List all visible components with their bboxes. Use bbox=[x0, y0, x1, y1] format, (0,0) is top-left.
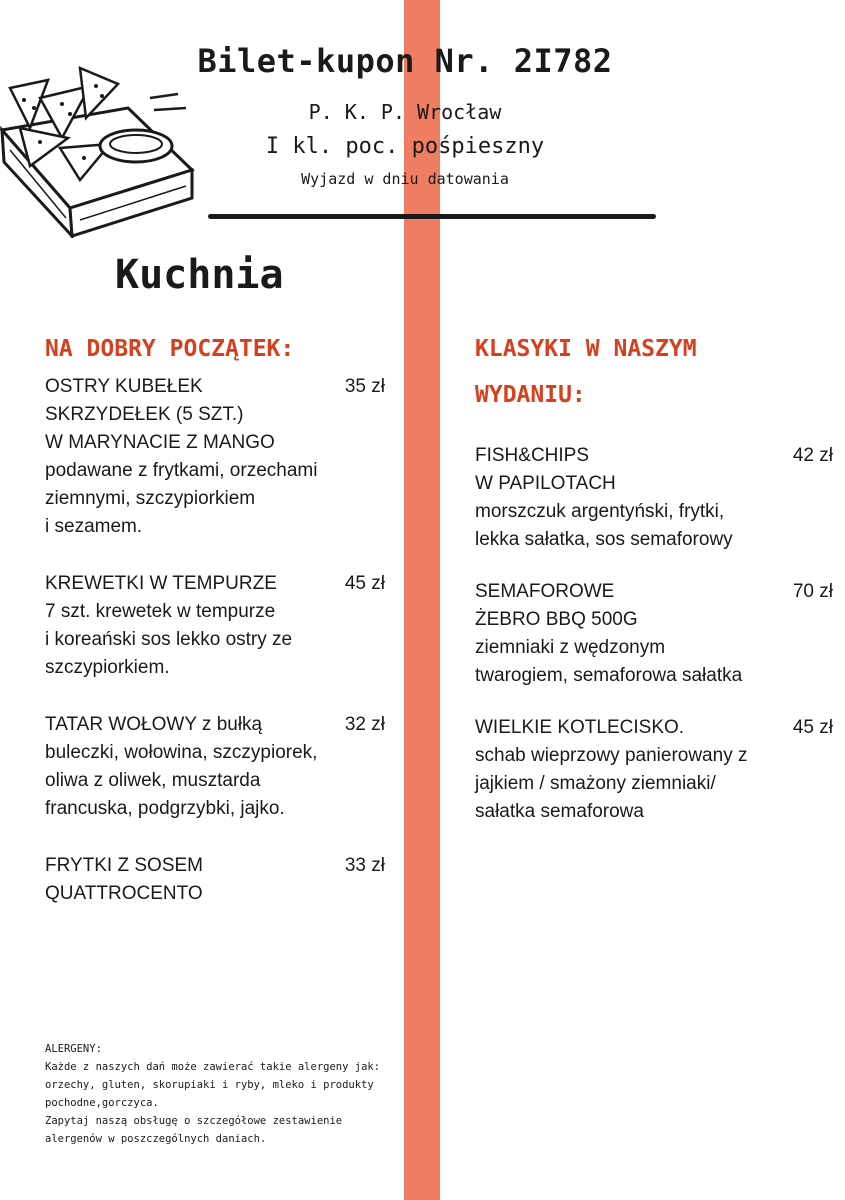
item-name: TATAR WOŁOWY z bułką bbox=[45, 714, 263, 735]
item-description: morszczuk argentyński, frytki, lekka sałatka, sos semaforowy bbox=[475, 501, 733, 550]
page-title: Kuchnia bbox=[115, 252, 284, 298]
allergen-text: Zapytaj naszą obsługę o szczegółowe zestawienie bbox=[45, 1115, 343, 1127]
item-price: 32 zł bbox=[344, 714, 385, 735]
section-heading-starters: NA DOBRY POCZĄTEK: bbox=[45, 336, 295, 362]
item-price: 45 zł bbox=[792, 717, 833, 738]
item-name: FRYTKI Z SOSEM QUATTROCENTO bbox=[45, 855, 204, 904]
item-price: 42 zł bbox=[792, 445, 833, 466]
menu-item bbox=[45, 852, 385, 908]
item-name: KREWETKI W TEMPURZE bbox=[45, 573, 277, 594]
allergen-text: orzechy, gluten, skorupiaki i ryby, mleko i produkty bbox=[45, 1079, 374, 1091]
item-description: schab wieprzowy panierowany z jajkiem / smażony ziemniaki/ sałatka semaforowa bbox=[475, 745, 748, 822]
menu-item bbox=[45, 711, 385, 823]
allergen-text: alergenów w poszczególnych daniach. bbox=[45, 1133, 267, 1145]
menu-item bbox=[475, 442, 833, 554]
ticket-validity: Wyjazd w dniu datowania bbox=[301, 170, 509, 188]
allergen-notice bbox=[45, 1040, 405, 1148]
item-description: buleczki, wołowina, szczypiorek, oliwa z oliwek, musztarda francuska, podgrzybki, jajko. bbox=[45, 742, 318, 819]
allergen-text: Każde z naszych dań może zawierać takie alergeny jak: bbox=[45, 1061, 381, 1073]
menu-item bbox=[475, 578, 833, 690]
ticket-title: Bilet-kupon Nr. 2I782 bbox=[197, 42, 613, 80]
menu-item bbox=[45, 373, 385, 541]
menu-item bbox=[475, 714, 833, 826]
ticket-station: P. K. P. Wrocław bbox=[308, 100, 502, 124]
menu-item bbox=[45, 570, 385, 682]
header-divider bbox=[208, 214, 656, 219]
item-name: FISH&CHIPS W PAPILOTACH bbox=[475, 445, 616, 494]
item-price: 35 zł bbox=[344, 376, 385, 397]
item-name: WIELKIE KOTLECISKO. bbox=[475, 717, 685, 738]
ticket-class: I kl. poc. pośpieszny bbox=[265, 134, 545, 159]
allergen-title: ALERGENY: bbox=[45, 1043, 102, 1055]
item-price: 33 zł bbox=[344, 855, 385, 876]
item-description: podawane z frytkami, orzechami ziemnymi, szczypiorkiem i sezamem. bbox=[45, 460, 318, 537]
section-heading-classics: KLASYKI W NASZYM WYDANIU: bbox=[475, 336, 697, 408]
item-price: 70 zł bbox=[792, 581, 833, 602]
item-price: 45 zł bbox=[344, 573, 385, 594]
item-description: 7 szt. krewetek w tempurze i koreański sos lekko ostry ze szczypiorkiem. bbox=[45, 601, 293, 678]
item-name: OSTRY KUBEŁEK SKRZYDEŁEK (5 SZT.) W MARYNACIE Z MANGO bbox=[45, 376, 275, 453]
item-name: SEMAFOROWE ŻEBRO BBQ 500G bbox=[475, 581, 638, 630]
item-description: ziemniaki z wędzonym twarogiem, semaforowa sałatka bbox=[475, 637, 743, 686]
allergen-text: pochodne,gorczyca. bbox=[45, 1097, 159, 1109]
